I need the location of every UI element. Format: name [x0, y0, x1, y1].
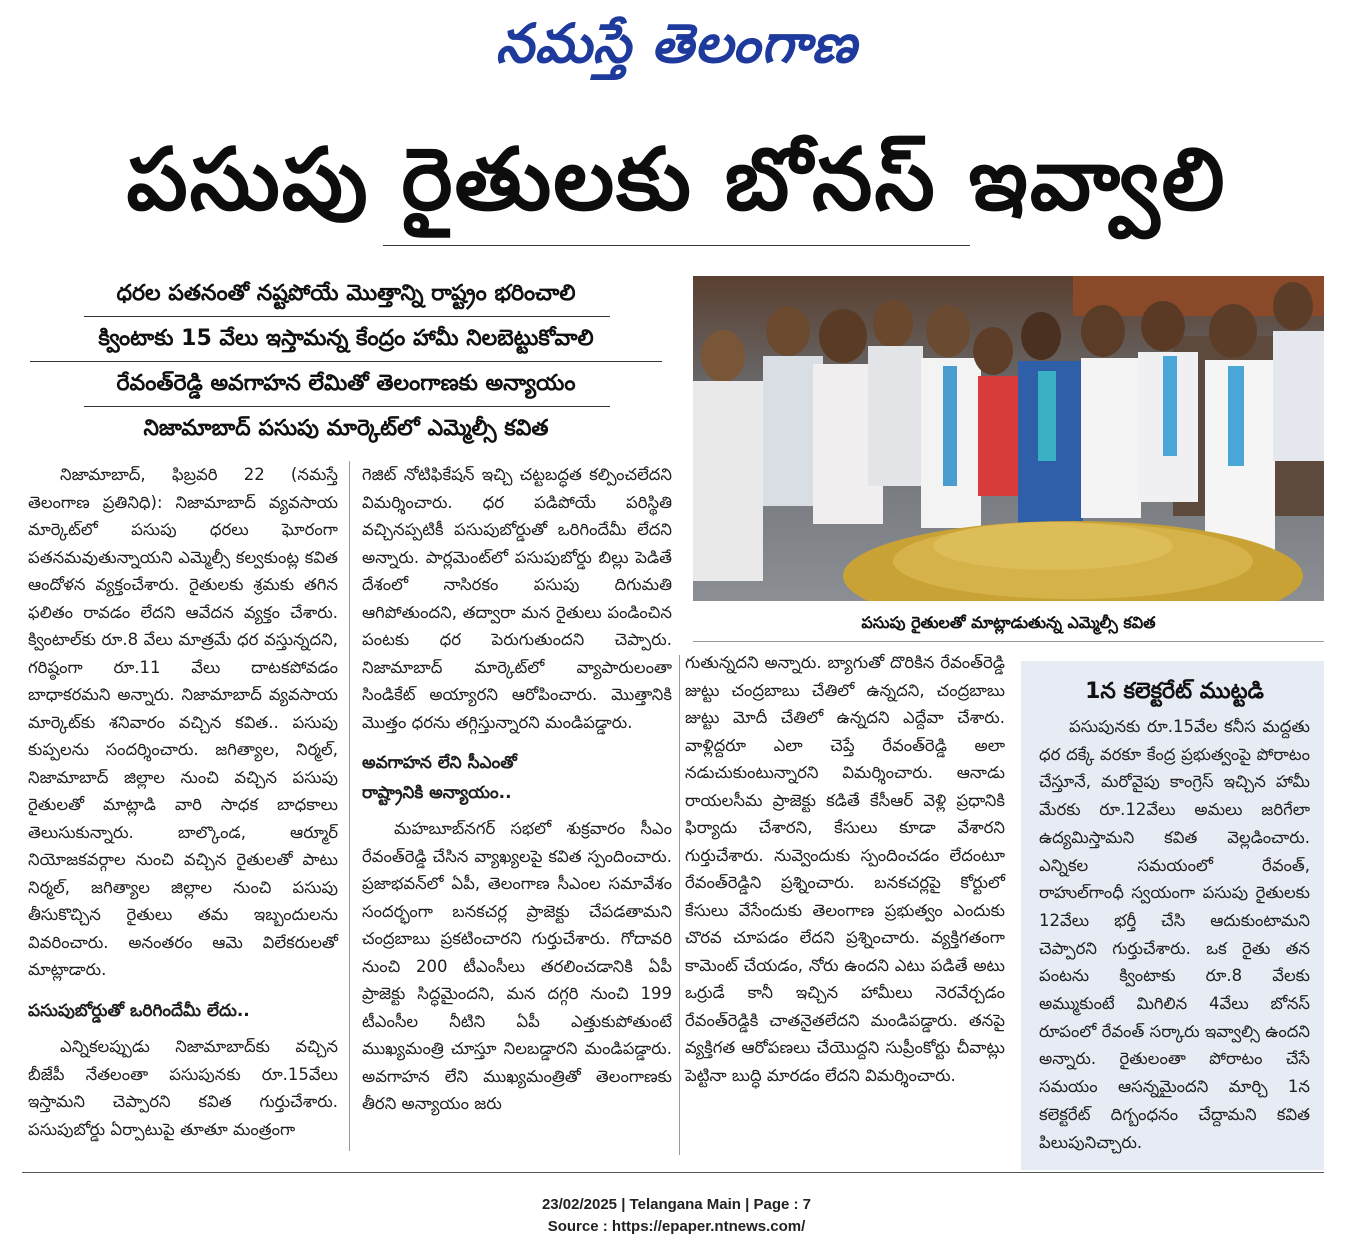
- sidebar-title: 1న కలెక్టరేట్ ముట్టడి: [1085, 679, 1264, 704]
- deck-line-2: క్వింటాకు 15 వేలు ఇస్తామన్న కేంద్రం హామీ నిలబెట్టుకోవాలి: [98, 326, 594, 351]
- masthead-logo: నమస్తే తెలంగాణ: [495, 11, 858, 75]
- article-column-3: [685, 649, 1005, 1089]
- footer-edition-info: 23/02/2025 | Telangana Main | Page : 7: [541, 1196, 812, 1213]
- deck-line-4: నిజామాబాద్ పసుపు మార్కెట్‌లో ఎమ్మెల్సీ కవిత: [143, 416, 549, 441]
- deck-line-3: రేవంత్‌రెడ్డి అవగాహన లేమితో తెలంగాణకు అన్యాయం: [116, 371, 576, 396]
- news-photo: [693, 276, 1324, 601]
- caption-rule: [693, 641, 1324, 642]
- article-paragraph: మహబూబ్‌నగర్ సభలో శుక్రవారం సీఎం రేవంత్‌రెడ్డి చేసిన వ్యాఖ్యలపై కవిత స్పందించారు. ప్రజాభవన్‌లో ఏపీ, తెలంగాణ సీఎంల సమావేశం సందర్భంగా బనకచర్ల ప్రాజెక్టు చేపడతామని చంద్రబాబు ప్రకటించారని గుర్తుచేశారు. గోదావరి నుంచి 200 టీఎంసీలు తరలించడానికి ఏపీ ప్రాజెక్టు సిద్ధమైందని, మన దగ్గరి నుంచి 199 టీఎంసీల నీటిని ఏపీ ఎత్తుకుపోతుంటే ముఖ్యమంత్రి చూస్తూ నిలబడ్డారని మండిపడ్డారు. అవగాహన లేని ముఖ్యమంత్రితో తెలంగాణకు తీరని అన్యాయం జరు: [362, 819, 672, 1113]
- article-column-2: [362, 461, 672, 1118]
- footer-source: Source : https://epaper.ntnews.com/: [547, 1218, 806, 1235]
- sidebar-paragraph: పసుపునకు రూ.15వేల కనీస మద్దతు ధర దక్కే వరకూ కేంద్ర ప్రభుత్వంపై పోరాటం చేస్తూనే, మరోవైపు కాంగ్రెస్ ఇచ్చిన హామీ మేరకు రూ.12వేలు అమలు జరిగేలా ఉద్యమిస్తామని కవిత వెల్లడించారు. ఎన్నికల సమయంలో రేవంత్, రాహుల్‌గాంధీ స్వయంగా పసుపు రైతులకు 12వేలు భర్తీ చేసి ఆదుకుంటామని చెప్పారని గుర్తుచేశారు. ఒక రైతు తన పంటను క్వింటాకు రూ.8 వేలకు అమ్ముకుంటే మిగిలిన 4వేలు బోనస్ రూపంలో రేవంత్ సర్కారు ఇవ్వాల్సి ఉందని అన్నారు. రైతులంతా పోరాటం చేసే సమయం ఆసన్నమైందని మార్చి 1న కలెక్టరేట్ దిగ్బంధనం చేద్దామని కవిత పిలుపునిచ్చారు.: [1039, 717, 1310, 1152]
- article-paragraph: గుతున్నదని అన్నారు. బ్యాగుతో దొరికిన రేవంత్‌రెడ్డి జుట్టు చంద్రబాబు చేతిలో ఉన్నదని, చంద్రబాబు జుట్టు మోదీ చేతిలో ఉన్నదని ఎద్దేవా చేశారు. వాళ్లిద్దరూ ఎలా చెప్తే రేవంత్‌రెడ్డి అలా నడుచుకుంటున్నారని విమర్శించారు. ఆనాడు రాయలసీమ ప్రాజెక్టు కడితే కేసీఆర్ వెళ్లి ప్రధానికి ఫిర్యాదు చేశారని, కేసులు కూడా వేశారని గుర్తుచేశారు. నువ్వెందుకు స్పందించడం లేదంటూ రేవంత్‌రెడ్డిని ప్రశ్నించారు. బనకచర్లపై కోర్టులో కేసులు వేసేందుకు తెలంగాణ ప్రభుత్వం ఎందుకు చొరవ చూపడం లేదని ప్రశ్నించారు. వ్యక్తిగతంగా కామెంట్ చేయడం, నోరు ఉందని ఎటు పడితే అటు ఒర్రుడే కానీ ఇచ్చిన హామీలు నెరవేర్చడం రేవంత్‌రెడ్డికి చాతనైతలేదని మండిపడ్డారు. తనపై వ్యక్తిగత ఆరోపణలు చేయొద్దని సుప్రీంకోర్టు చీవాట్లు పెట్టినా బుద్ధి మారడం లేదని విమర్శించారు.: [685, 653, 1005, 1085]
- deck-line-1: ధరల పతనంతో నష్టపోయే మొత్తాన్ని రాష్ట్రం భరించాలి: [116, 281, 576, 306]
- subheading: అవగాహన లేని సీఎంతో: [362, 753, 517, 773]
- bottom-rule: [22, 1172, 1324, 1173]
- headline: పసుపు రైతులకు బోనస్ ఇవ్వాలి: [126, 130, 1227, 230]
- article-paragraph: ఎన్నికలప్పుడు నిజామాబాద్‌కు వచ్చిన బీజేపీ నేతలంతా పసుపునకు రూ.15వేలు ఇస్తామని చెప్పారని కవిత గుర్తుచేశారు. పసుపుబోర్డు ఏర్పాటుపై తూతూ మంత్రంగా: [28, 1037, 338, 1139]
- photo-illustration: [693, 276, 1324, 601]
- column-divider: [349, 461, 350, 1151]
- photo-caption: పసుపు రైతులతో మాట్లాడుతున్న ఎమ్మెల్సీ కవిత: [861, 613, 1156, 632]
- subheading: పసుపుబోర్డుతో ఒరిగిందేమీ లేదు..: [28, 1000, 250, 1021]
- subheading: రాష్ట్రానికి అన్యాయం..: [362, 782, 512, 803]
- sidebar-body: [1039, 713, 1310, 1156]
- article-column-1: [28, 461, 338, 1143]
- headline-rule: [383, 245, 970, 246]
- article-paragraph: నిజామాబాద్, ఫిబ్రవరి 22 (నమస్తే తెలంగాణ ప్రతినిధి): నిజామాబాద్ వ్యవసాయ మార్కెట్‌లో పసుపు ధరలు ఘోరంగా పతనమవుతున్నాయని ఎమ్మెల్సీ కల్వకుంట్ల కవిత ఆందోళన వ్యక్తంచేశారు. రైతులకు శ్రమకు తగిన ఫలితం రావడం లేదని ఆవేదన వ్యక్తం చేశారు. క్వింటాల్‌కు రూ.8 వేలు మాత్రమే ధర వస్తున్నదని, గరిష్ఠంగా రూ.11 వేలు దాటకపోవడం బాధాకరమని అన్నారు. నిజామాబాద్ వ్యవసాయ మార్కెట్‌కు శనివారం వచ్చిన కవిత.. పసుపు కుప్పలను సందర్శించారు. జగిత్యాల, నిర్మల్, నిజామాబాద్ జిల్లాల నుంచి వచ్చిన పసుపు రైతులతో మాట్లాడి వారి సాధక బాధకాలు తెలుసుకున్నారు. బాల్కొండ, ఆర్మూర్ నియోజకవర్గాల నుంచి వచ్చిన రైతులతో పాటు నిర్మల్, జగిత్యాల జిల్లాల నుంచి పసుపు తీసుకొచ్చిన రైతులు తమ ఇబ్బందులను వివరించారు. అనంతరం ఆమె విలేకరులతో మాట్లాడారు.: [28, 465, 338, 979]
- column-divider: [679, 655, 680, 1155]
- sidebar-box: [1021, 661, 1324, 1170]
- deck-block: [22, 272, 670, 451]
- article-paragraph: గెజిట్ నోటిఫికేషన్ ఇచ్చి చట్టబద్ధత కల్పించలేదని విమర్శించారు. ధర పడిపోయే పరిస్థితి వచ్చినప్పటికీ పసుపుబోర్డుతో ఒరిగిందేమీ లేదని అన్నారు. పార్లమెంట్‌లో పసుపుబోర్డు బిల్లు పెడితే దేశంలో నాసిరకం పసుపు దిగుమతి ఆగిపోతుందని, తద్వారా మన రైతులు పండించిన పంటకు ధర పెరుగుతుందని చెప్పారు. నిజామాబాద్ మార్కెట్‌లో వ్యాపారులంతా సిండికేట్ అయ్యారని ఆరోపించారు. మొత్తానికి మొత్తం ధరను తగ్గిస్తున్నారని మండిపడ్డారు.: [362, 465, 672, 732]
